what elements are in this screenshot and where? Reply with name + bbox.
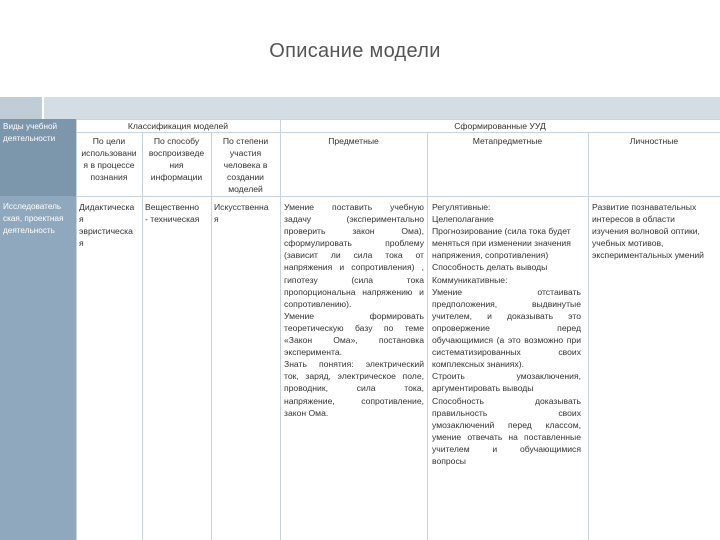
header-subject-uud: Предметные — [328, 136, 379, 146]
goal-cell: Дидактическа я эвристическа я — [79, 202, 135, 249]
method-cell: Вещественно - техническая — [145, 202, 200, 225]
header-by-goal: По цели использовани я в процессе познания — [81, 136, 137, 183]
activity-type-cell: Исследователь ская, проектная деятельность — [3, 202, 64, 235]
page-title: Описание модели — [269, 40, 441, 62]
column-divider — [427, 132, 428, 540]
row-divider — [280, 132, 720, 133]
header-corner-accent — [0, 97, 42, 119]
header-accent-bar — [44, 97, 720, 119]
subject-uud-cell: Умение поставить учебную задачу (экспериментально проверить закон Ома), сформулировать проблему (зависит ли сила тока от напряжения и сопротивления) , гипотезу (сила тока пропорциональна напряжению и сопротивлению). Умение формировать теоретическую базу по теме «Закон Ома», постановка эксперимента. Знать понятия: электрический ток, заряд, электрическое поле, проводник, сила тока, напряжение, сопротивление, закон Ома. — [284, 202, 424, 418]
header-uud: Сформированные УУД — [454, 121, 546, 131]
row-divider — [76, 132, 280, 133]
personal-uud-cell: Развитие познавательных интересов в области изучения волновой оптики, учебных мотивов, экспериментальных умений — [592, 202, 704, 261]
row-divider — [76, 196, 720, 197]
meta-uud-cell: Регулятивные: Целеполагание Прогнозирование (сила тока будет меняться при изменении значения напряжения, сопротивления) Способность делать выводы Коммуникативные: Умение отстаивать предположения, выдвинутые учителем, и доказывать это опровержение перед обучающимися (а это возможно при систематизированных своих комплексных знаниях). Строить умозаключения, аргументировать выводы Способность доказывать правильность своих умозаключений перед классом, умение отвечать на поставленные учителем и обучающимися вопросы — [432, 202, 581, 466]
header-personal-uud: Личностные — [629, 136, 679, 146]
header-classification: Классификация моделей — [127, 121, 229, 131]
header-activity-types: Виды учебной деятельности — [3, 122, 58, 143]
column-divider — [280, 119, 281, 540]
header-by-method: По способу воспроизведе ния информации — [148, 136, 205, 183]
column-divider — [588, 132, 589, 540]
participation-cell: Искусственна я — [214, 202, 269, 225]
header-by-participation: По степени участия человека в создании моделей — [222, 136, 269, 195]
header-meta-uud: Метапредметные — [472, 136, 543, 146]
column-divider — [142, 132, 143, 540]
